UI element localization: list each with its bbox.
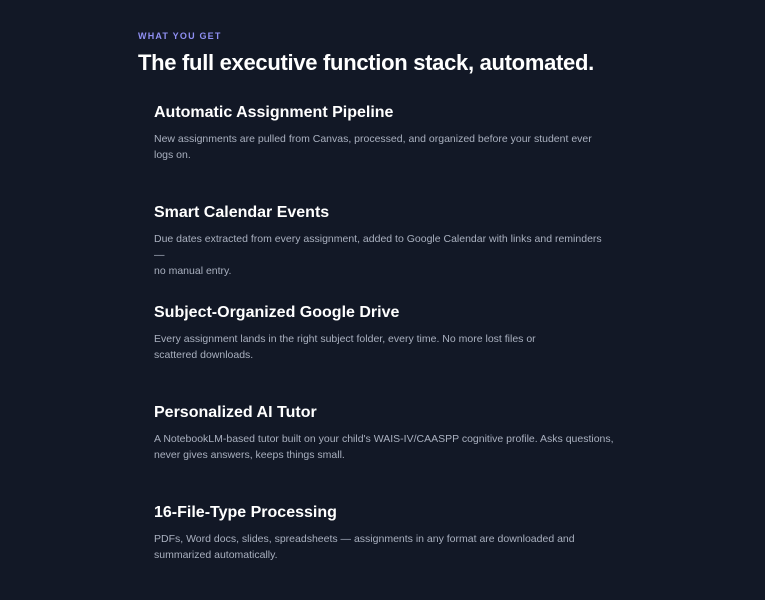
feature-item-file-processing	[154, 503, 614, 563]
feature-description	[154, 331, 614, 363]
feature-description	[154, 131, 614, 163]
section-headline: The full executive function stack, automated.	[138, 50, 594, 75]
feature-description-line: summarized automatically.	[154, 549, 278, 561]
feature-description-line: Due dates extracted from every assignment, added to Google Calendar with links and reminders —	[154, 233, 602, 261]
feature-description-line: logs on.	[154, 149, 191, 161]
feature-item-calendar-events	[154, 203, 614, 279]
feature-title: Subject-Organized Google Drive	[154, 304, 400, 321]
feature-title: 16-File-Type Processing	[154, 504, 337, 521]
feature-description-line: no manual entry.	[154, 265, 232, 277]
section-eyebrow: WHAT YOU GET	[138, 31, 222, 41]
feature-description	[154, 531, 614, 563]
feature-description-line: A NotebookLM-based tutor built on your child's WAIS-IV/CAASPP cognitive profile. Asks questions,	[154, 433, 614, 445]
feature-description-line: scattered downloads.	[154, 349, 254, 361]
feature-description-line: PDFs, Word docs, slides, spreadsheets — assignments in any format are downloaded and	[154, 533, 575, 545]
feature-item-ai-tutor	[154, 403, 614, 463]
feature-title: Smart Calendar Events	[154, 204, 330, 221]
feature-description-line: New assignments are pulled from Canvas, processed, and organized before your student ever	[154, 133, 592, 145]
feature-title: Automatic Assignment Pipeline	[154, 104, 394, 121]
feature-title: Personalized AI Tutor	[154, 404, 317, 421]
feature-description-line: Every assignment lands in the right subject folder, every time. No more lost files or	[154, 333, 536, 345]
feature-description	[154, 431, 614, 463]
feature-item-google-drive	[154, 303, 614, 363]
feature-item-assignment-pipeline	[154, 103, 614, 163]
feature-description-line: never gives answers, keeps things small.	[154, 449, 345, 461]
feature-description	[154, 231, 614, 279]
